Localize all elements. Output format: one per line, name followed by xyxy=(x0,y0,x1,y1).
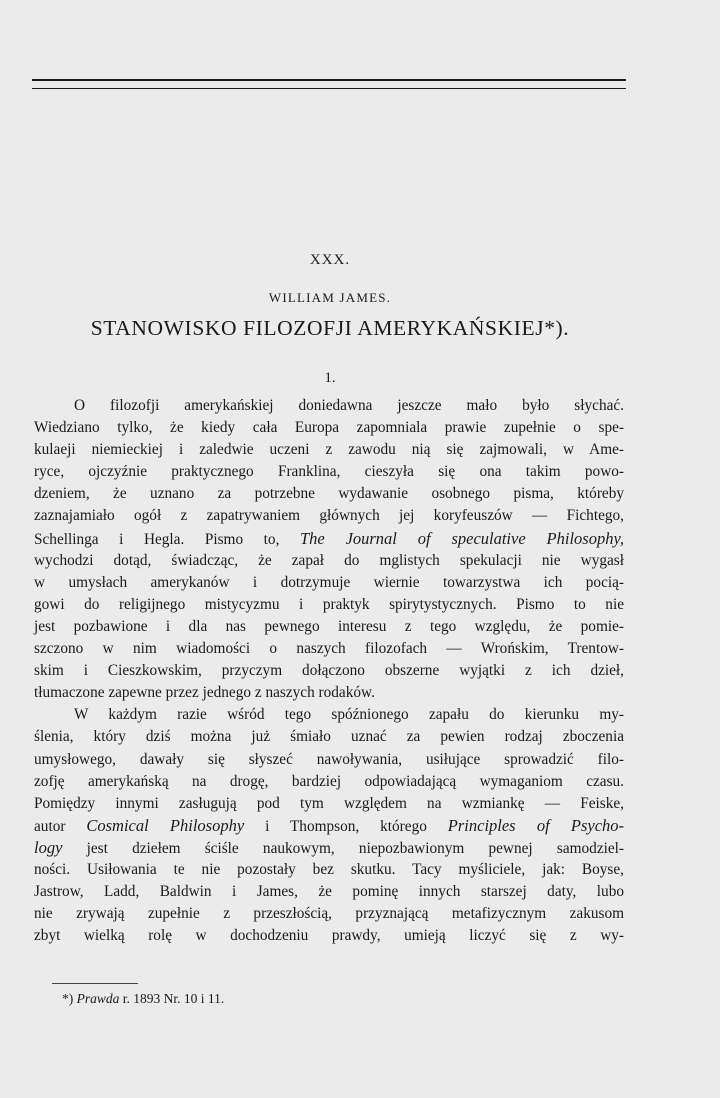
text-line xyxy=(34,439,624,461)
text-segment: dzeniem, że uznano za potrzebne wydawanie osobnego pisma, któreby xyxy=(34,485,624,503)
text-segment: tłumaczone zapewne przez jednego z naszych rodaków. xyxy=(34,684,375,702)
text-segment: umysłowego, dawały się słyszeć nawoływania, usiłujące sprowadzić filo- xyxy=(34,750,624,768)
text-segment: zbyt wielką rolę w dochodzeniu prawdy, umieją liczyć się z wy- xyxy=(34,927,624,945)
text-line xyxy=(34,859,624,881)
text-segment: kulaeji niemieckiej i zaledwie uczeni z zawodu nią się zajmowali, w Ame- xyxy=(34,441,624,459)
text-segment: wychodzi dotąd, świadcząc, że zapał do mglistych spekulacji nie wygasł xyxy=(34,551,624,569)
text-segment: w umysłach amerykanów i dotrzymuje wiernie towarzystwa ich pocią- xyxy=(34,573,624,591)
text-line xyxy=(34,682,624,704)
header-double-rule-top xyxy=(32,79,626,81)
text-segment: skim i Cieszkowskim, przyczym dołączono obszerne wyjątki z ich dzieł, xyxy=(34,662,624,680)
italic-title: logy xyxy=(34,837,63,857)
text-segment: nie zrywają zupełnie z przeszłością, przyznającą metafizycznym zakusom xyxy=(34,905,624,923)
footnote-marker: *) xyxy=(62,991,77,1006)
text-line xyxy=(34,660,624,682)
text-segment: i Thompson, którego xyxy=(244,817,448,835)
text-segment: jest dziełem ściśle naukowym, niepozbawionym pewnej samodziel- xyxy=(62,839,624,857)
text-line xyxy=(34,925,624,947)
author-name: WILLIAM JAMES. xyxy=(268,290,392,305)
text-line xyxy=(34,638,624,660)
text-line xyxy=(34,881,624,903)
header-double-rule-bottom xyxy=(32,88,626,89)
text-segment: W każdym razie wśród tego spóźnionego zapału do kierunku my- xyxy=(74,706,624,724)
text-line xyxy=(34,704,624,726)
body-text xyxy=(34,395,624,947)
text-segment: zaznajamiało ogół z zapatrywaniem głównych jej koryfeuszów — Fichtego, xyxy=(34,507,624,525)
footnote-text: r. 1893 Nr. 10 i 11. xyxy=(119,991,225,1006)
section-number: 1. xyxy=(324,370,336,386)
text-line xyxy=(34,594,624,616)
text-line xyxy=(34,483,624,505)
text-segment: jest pozbawione i dla nas pewnego interesu z tego względu, że pomie- xyxy=(34,617,624,635)
italic-title: Principles of Psycho- xyxy=(447,815,625,835)
text-line xyxy=(34,749,624,771)
italic-title: The Journal of speculative Philosophy, xyxy=(299,528,624,548)
text-line xyxy=(34,505,624,527)
text-segment: Wiedziano tylko, że kiedy cała Europa zapomniala prawie zupełnie o spe- xyxy=(34,419,624,437)
chapter-number: XXX. xyxy=(309,252,351,268)
text-line xyxy=(34,903,624,925)
text-line xyxy=(34,771,624,793)
text-line xyxy=(34,550,624,572)
text-line xyxy=(34,793,624,815)
footnote-rule xyxy=(52,983,138,984)
text-line xyxy=(34,837,624,859)
text-segment: zofję amerykańską na drogę, bardziej odpowiadającą wymaganiom czasu. xyxy=(34,772,624,790)
chapter-title: STANOWISKO FILOZOFJI AMERYKAŃSKIEJ*). xyxy=(90,316,570,340)
text-segment: ności. Usiłowania te nie pozostały bez skutku. Tacy myśliciele, jak: Boyse, xyxy=(34,860,624,878)
text-segment: O filozofji amerykańskiej doniedawna jeszcze mało było słychać. xyxy=(74,397,624,414)
text-line xyxy=(34,395,624,417)
text-segment: ryce, ojczyźnie praktycznego Franklina, cieszyła się ona takim powo- xyxy=(34,463,624,481)
text-segment: Schellinga i Hegla. Pismo to, xyxy=(34,530,300,548)
footnote xyxy=(62,991,224,1007)
text-line xyxy=(34,815,624,837)
text-segment: ślenia, który dziś można już śmiało uznać za pewien rodzaj zboczenia xyxy=(34,728,624,746)
text-segment: autor xyxy=(34,817,87,835)
text-segment: gowi do religijnego mistycyzmu i praktyk spirytystycznych. Pismo to nie xyxy=(34,595,624,613)
text-segment: Pomiędzy innymi zasługują pod tym względem na wzmiankę — Feiske, xyxy=(34,794,624,812)
text-line xyxy=(34,572,624,594)
text-line xyxy=(34,461,624,483)
text-segment: szczono w nim wiadomości o naszych filozofach — Wrońskim, Trentow- xyxy=(34,640,624,658)
text-line xyxy=(34,528,624,550)
footnote-source: Prawda xyxy=(76,991,120,1006)
text-line xyxy=(34,726,624,748)
italic-title: Cosmical Philosophy xyxy=(86,815,245,835)
text-line xyxy=(34,417,624,439)
text-line xyxy=(34,616,624,638)
text-segment: Jastrow, Ladd, Baldwin i James, że pominę innych starszej daty, lubo xyxy=(34,883,624,901)
